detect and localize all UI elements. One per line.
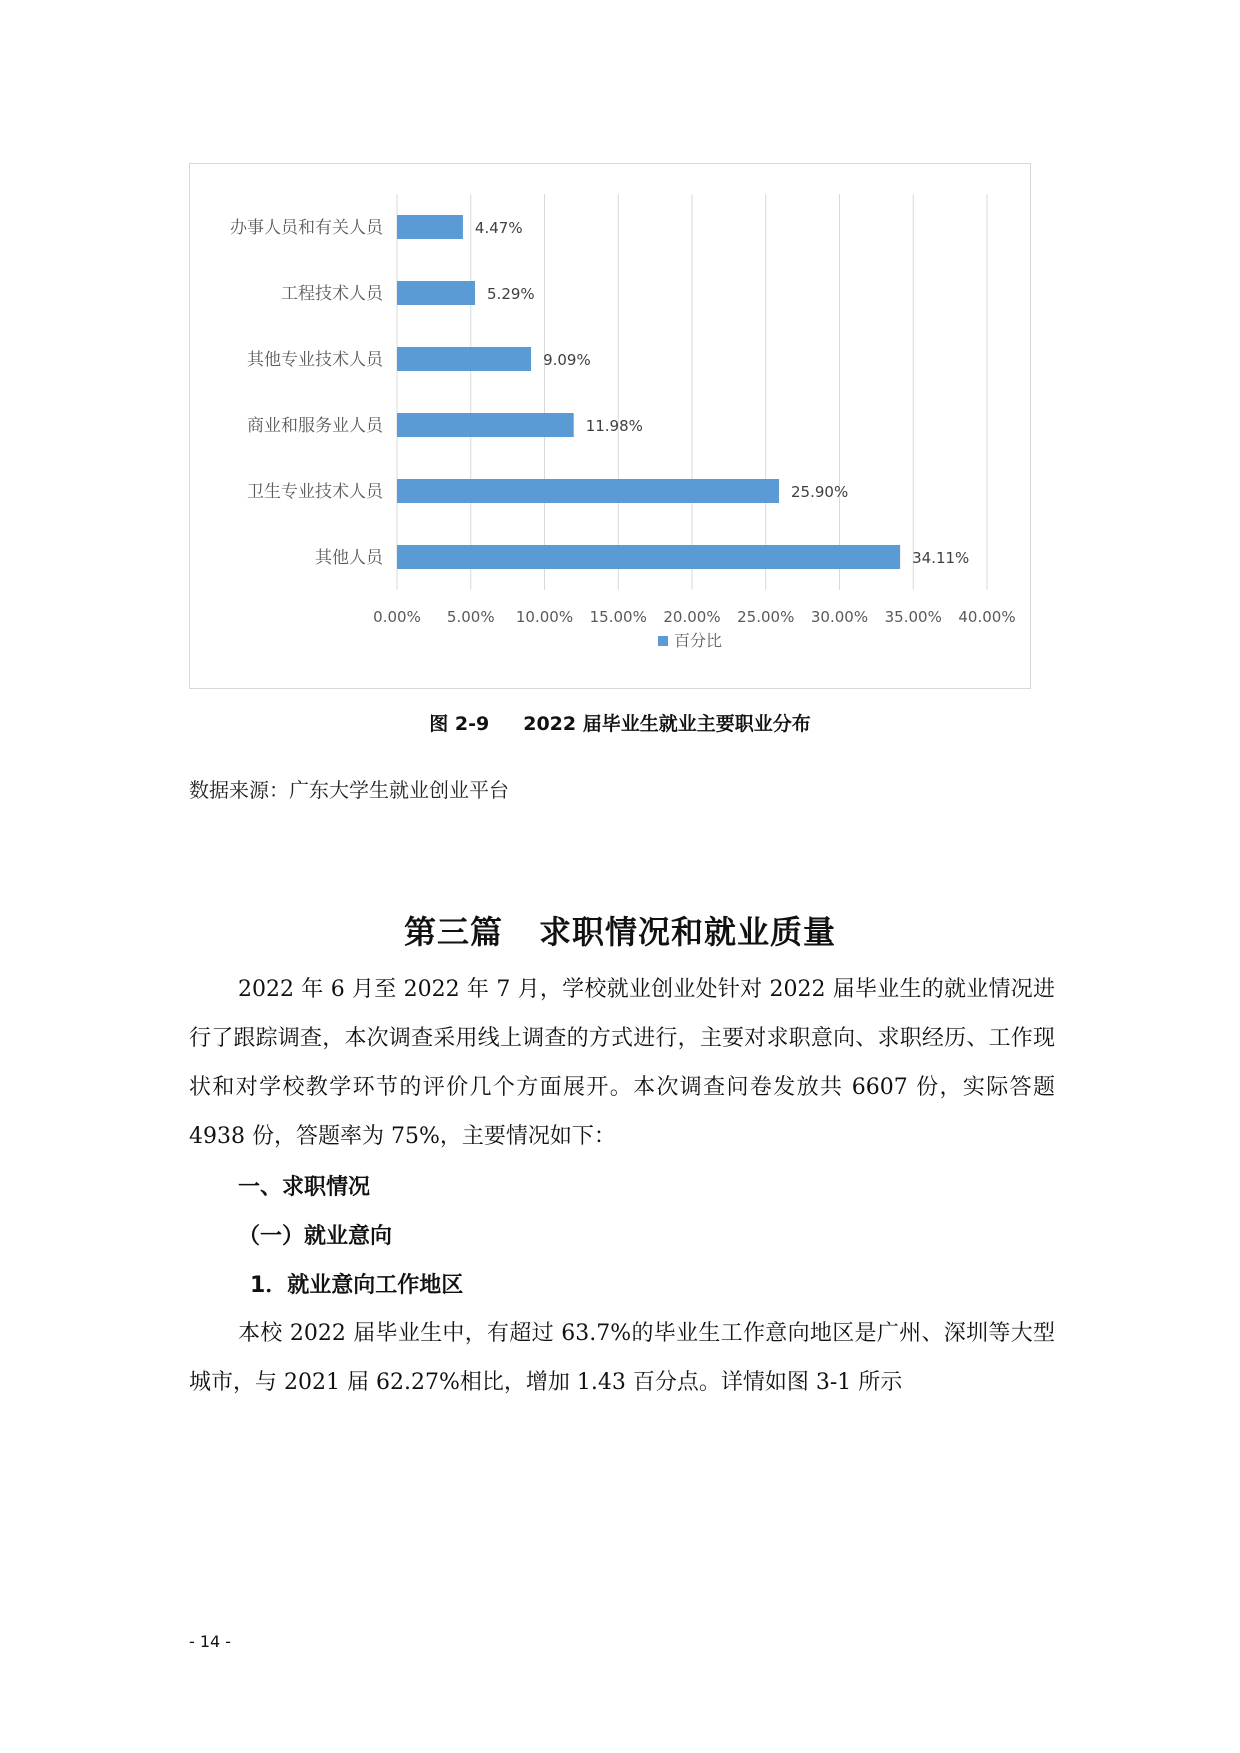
category-label: 其他人员	[315, 548, 383, 568]
figure-number: 图 2-9	[429, 713, 490, 735]
part-heading	[0, 907, 1240, 953]
x-tick-label: 40.00%	[958, 608, 1016, 626]
part-title: 求职情况和就业质量	[539, 913, 837, 951]
bar	[397, 347, 531, 371]
x-tick-label: 25.00%	[737, 608, 795, 626]
figure-caption	[0, 709, 1240, 736]
bar	[397, 215, 463, 239]
x-tick-label: 5.00%	[446, 608, 495, 626]
data-label: 5.29%	[487, 285, 535, 303]
data-label: 9.09%	[543, 351, 591, 369]
chart-canvas	[190, 164, 1032, 690]
region-paragraph: 本校 2022 届毕业生中，有超过 63.7%的毕业生工作意向地区是广州、深圳等大型城市，与 2021 届 62.27%相比，增加 1.43 百分点。详情如图 3-1 所示	[189, 1321, 1055, 1395]
x-tick-label: 30.00%	[810, 608, 869, 626]
heading-job-search: 一、求职情况	[238, 1175, 371, 1200]
intro-paragraph: 2022 年 6 月至 2022 年 7 月，学校就业创业处针对 2022 届毕业生的就业情况进行了跟踪调查，本次调查采用线上调查的方式进行，主要对求职意向、求职经历、工作现状和对学校教学环节的评价几个方面展开。本次调查问卷发放共 6607 份，实际答题 4938 份，答题率为 75%，主要情况如下：	[189, 977, 1055, 1149]
x-tick-label: 15.00%	[589, 608, 647, 626]
occupation-bar-chart	[189, 163, 1031, 689]
bar	[397, 281, 475, 305]
part-label: 第三篇	[403, 913, 503, 951]
x-tick-label: 35.00%	[884, 608, 942, 626]
category-label: 办事人员和有关人员	[230, 218, 383, 238]
data-label: 25.90%	[791, 483, 849, 501]
legend-label: 百分比	[674, 631, 723, 650]
bar	[397, 413, 574, 437]
heading-employment-intention: （一）就业意向	[238, 1224, 393, 1249]
category-label: 工程技术人员	[281, 284, 383, 304]
x-tick-label: 20.00%	[663, 608, 721, 626]
x-tick-label: 0.00%	[373, 608, 421, 626]
data-label: 34.11%	[912, 549, 970, 567]
bar	[397, 545, 900, 569]
figure-title: 2022 届毕业生就业主要职业分布	[523, 713, 811, 735]
category-label: 卫生专业技术人员	[247, 482, 383, 502]
bar	[397, 479, 779, 503]
page-number: - 14 -	[189, 1632, 232, 1651]
data-label: 4.47%	[474, 219, 523, 237]
data-source-note: 数据来源：广东大学生就业创业平台	[189, 778, 509, 802]
heading-intended-region: 1．就业意向工作地区	[250, 1273, 464, 1298]
category-label: 商业和服务业人员	[247, 416, 383, 436]
legend-swatch	[658, 636, 668, 646]
category-label: 其他专业技术人员	[247, 350, 383, 370]
x-tick-label: 10.00%	[515, 608, 574, 626]
data-label: 11.98%	[585, 417, 643, 435]
